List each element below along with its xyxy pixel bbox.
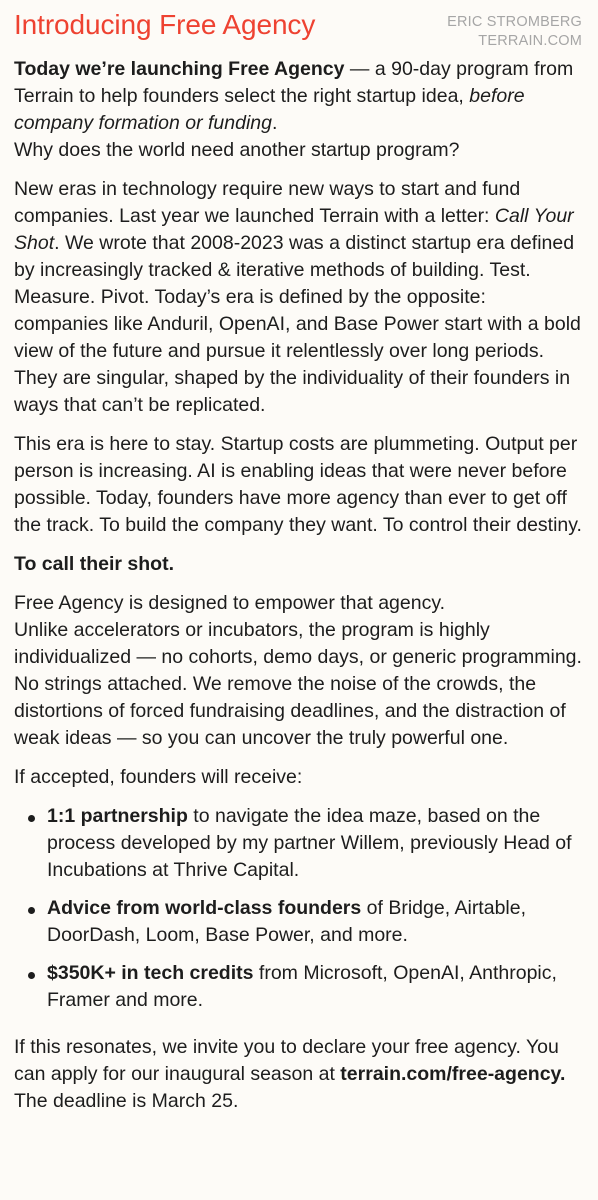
benefit-title: $350K+ in tech credits (47, 962, 254, 984)
call-your-shot-title: Call Your Shot (14, 205, 574, 254)
bullet-icon (28, 972, 35, 979)
bullet-icon (28, 815, 35, 822)
eras-paragraph (14, 176, 582, 419)
list-item (14, 960, 582, 1014)
apply-link[interactable]: terrain.com/free-agency. (340, 1063, 566, 1085)
site-name: TERRAIN.COM (478, 33, 582, 49)
list-item (14, 803, 582, 884)
intro-lead-end: . (271, 112, 278, 134)
closing-paragraph (14, 1034, 582, 1115)
intro-lead-rest: — a 90-day program from Terrain to help founders select the right startup idea, (14, 58, 574, 107)
author-name: ERIC STROMBERG (447, 14, 582, 30)
benefit-title: Advice from world-class founders (47, 897, 362, 919)
benefits-list (14, 803, 582, 1014)
benefit-text: of Bridge, Airtable, DoorDash, Loom, Base Power, and more. (47, 897, 527, 946)
closing-text-2: The deadline is March 25. (14, 1090, 239, 1112)
intro-paragraph (14, 56, 582, 164)
page-title: Introducing Free Agency (14, 9, 316, 40)
free-agency-line1: Free Agency is designed to empower that agency. (14, 592, 446, 614)
free-agency-rest: Unlike accelerators or incubators, the program is highly individualized — no cohorts, demo days, or generic programming. No strings attached. We remove the noise of the crowds, the distortions of forced fundraising deadlines, and the distraction of weak ideas — so you can uncover the truly powerful one. (14, 619, 582, 749)
benefit-text: to navigate the idea maze, based on the process developed by my partner Willem, previously Head of Incubations at Thrive Capital. (47, 805, 572, 881)
article-body (14, 56, 582, 1115)
byline (447, 13, 582, 51)
eras-text-2: . We wrote that 2008-2023 was a distinct startup era defined by increasingly tracked & iterative methods of building. Test. Measure. Pivot. Today’s era is defined by the opposite: companies like Anduril, OpenAI, and Base Power start with a bold view of the future and pursue it relentlessly over long periods. They are singular, shaped by the individuality of their founders in ways that can’t be replicated. (14, 232, 581, 416)
intro-question: Why does the world need another startup program? (14, 139, 460, 161)
intro-italic: before company formation or funding (14, 85, 525, 134)
benefit-text: from Microsoft, OpenAI, Anthropic, Framer and more. (47, 962, 557, 1011)
intro-lead: Today we’re launching Free Agency (14, 58, 345, 80)
eras-text-1: New eras in technology require new ways to start and fund companies. Last year we launched Terrain with a letter: (14, 178, 521, 227)
article-header (14, 0, 582, 56)
spacer (14, 1026, 582, 1034)
era-stay-paragraph: This era is here to stay. Startup costs are plummeting. Output per person is increasing. AI is enabling ideas that were never before possible. Today, founders have more agency than ever to get off the track. To build the company they want. To control their destiny. (14, 433, 582, 536)
benefits-intro: If accepted, founders will receive: (14, 766, 303, 788)
call-shot-heading: To call their shot. (14, 553, 174, 575)
bullet-icon (28, 907, 35, 914)
benefit-title: 1:1 partnership (47, 805, 188, 827)
free-agency-paragraph (14, 590, 582, 752)
list-item (14, 895, 582, 949)
closing-text-1: If this resonates, we invite you to declare your free agency. You can apply for our inaugural season at (14, 1036, 559, 1085)
